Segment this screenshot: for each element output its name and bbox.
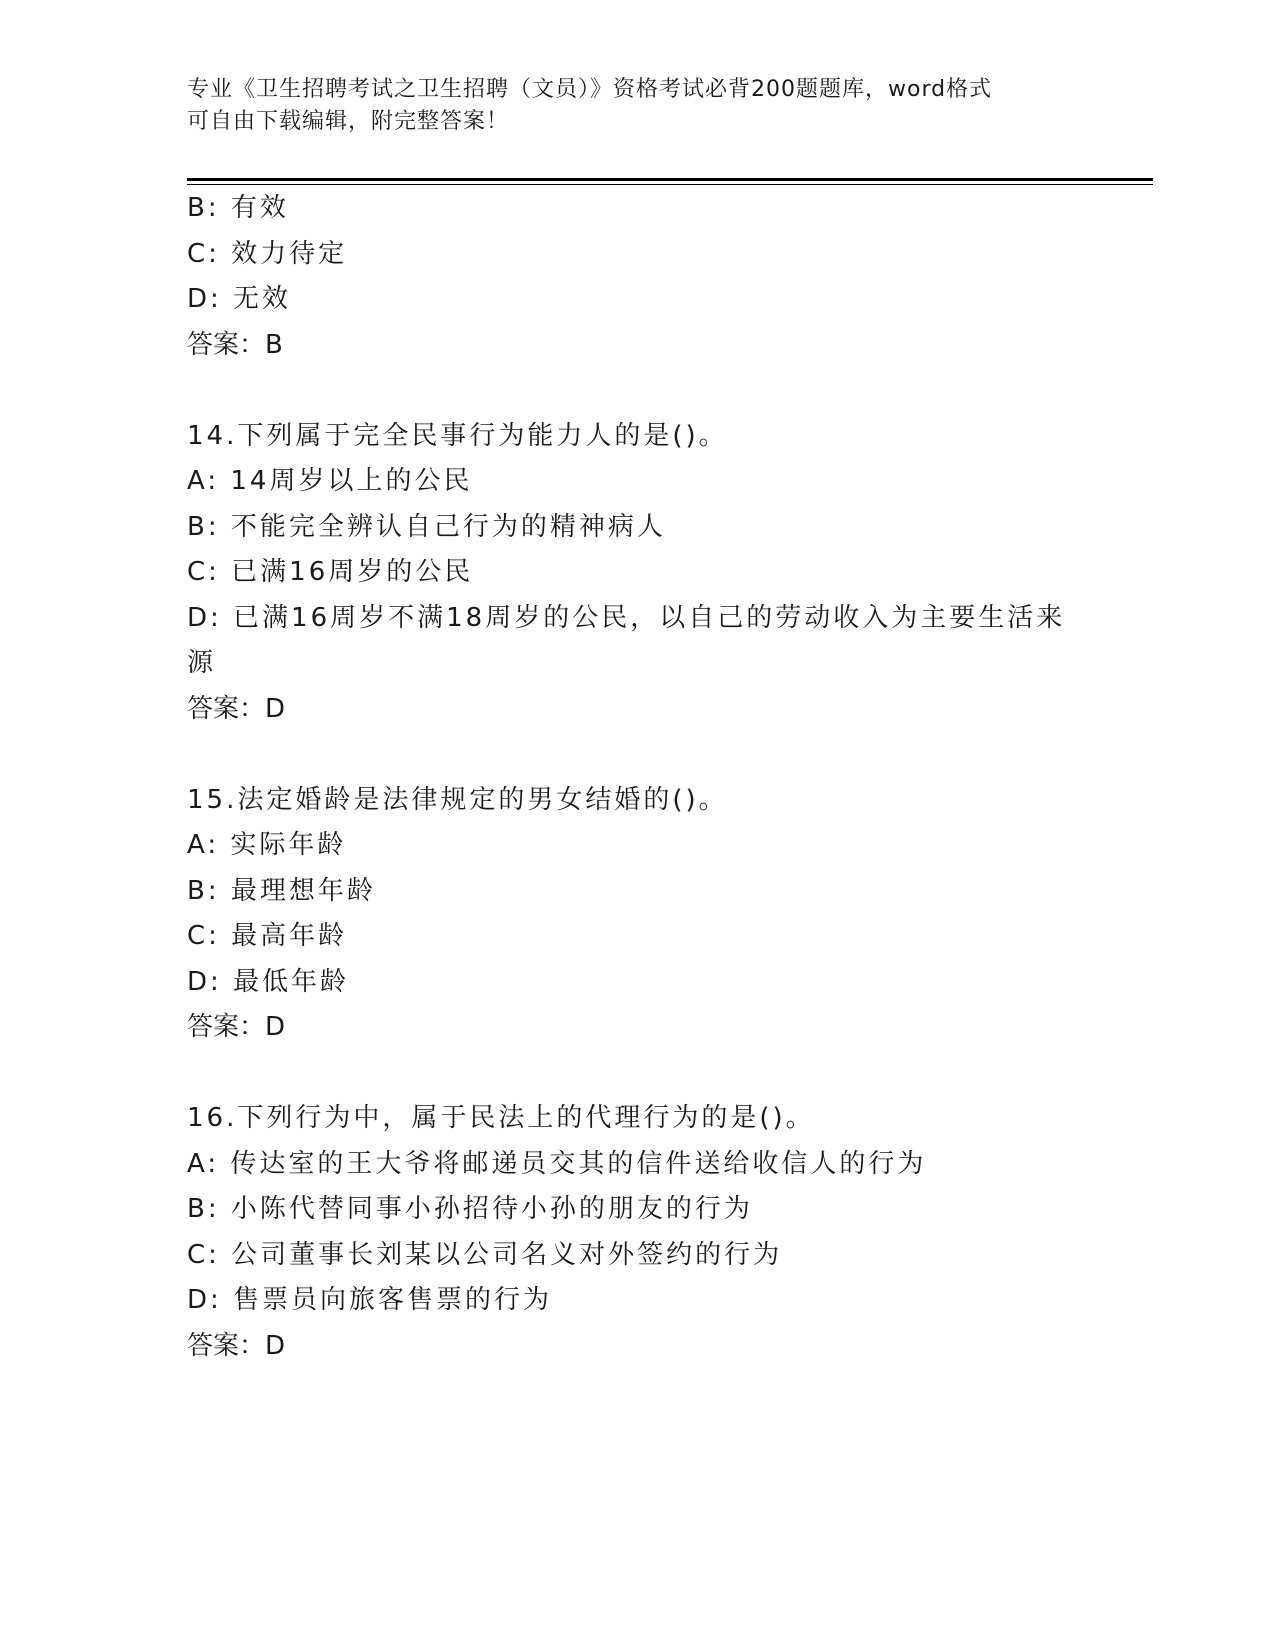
- option-b: B: 小陈代替同事小孙招待小孙的朋友的行为: [187, 1194, 753, 1224]
- answer-label: 答案：D: [187, 1330, 286, 1361]
- question-stem: 14.下列属于完全民事行为能力人的是()。: [187, 420, 728, 451]
- option-d: D: 售票员向旅客售票的行为: [187, 1285, 553, 1315]
- option-d: D: 已满16周岁不满18周岁的公民，以自己的劳动收入为主要生活来: [187, 602, 1066, 633]
- option-c: C: 公司董事长刘某以公司名义对外签约的行为: [187, 1239, 783, 1270]
- question-16: [187, 1096, 1087, 1369]
- option-d-continued: 源: [187, 648, 217, 678]
- header-divider-thick: [187, 178, 1153, 181]
- question-13-continued: [187, 186, 1087, 368]
- option-b: B: 有效: [187, 193, 289, 223]
- header-title-line-1: 专业《卫生招聘考试之卫生招聘（文员）》资格考试必背200题题库，word格式: [187, 77, 993, 102]
- question-list: [187, 186, 1087, 1369]
- option-b: B: 最理想年龄: [187, 875, 376, 906]
- question-stem: 15.法定婚龄是法律规定的男女结婚的()。: [187, 784, 728, 815]
- option-a: A: 传达室的王大爷将邮递员交其的信件送给收信人的行为: [187, 1148, 927, 1179]
- option-b: B: 不能完全辨认自己行为的精神病人: [187, 511, 666, 542]
- option-c: C: 已满16周岁的公民: [187, 557, 474, 587]
- option-a: A: 14周岁以上的公民: [187, 466, 473, 496]
- option-d: D: 无效: [187, 284, 292, 314]
- header-divider-thin: [187, 184, 1153, 185]
- answer-label: 答案：D: [187, 693, 286, 724]
- spacer: [187, 1051, 1087, 1097]
- spacer: [187, 732, 1087, 778]
- question-stem: 16.下列行为中，属于民法上的代理行为的是()。: [187, 1103, 815, 1133]
- answer-label: 答案：B: [187, 329, 283, 360]
- option-d: D: 最低年龄: [187, 966, 350, 997]
- answer-label: 答案：D: [187, 1012, 286, 1042]
- question-14: [187, 414, 1087, 733]
- option-c: C: 效力待定: [187, 238, 348, 269]
- spacer: [187, 368, 1087, 414]
- question-15: [187, 778, 1087, 1051]
- document-header: [187, 74, 1087, 138]
- option-a: A: 实际年龄: [187, 830, 347, 860]
- header-title-line-2: 可自由下载编辑，附完整答案！: [187, 109, 510, 134]
- option-c: C: 最高年龄: [187, 921, 348, 951]
